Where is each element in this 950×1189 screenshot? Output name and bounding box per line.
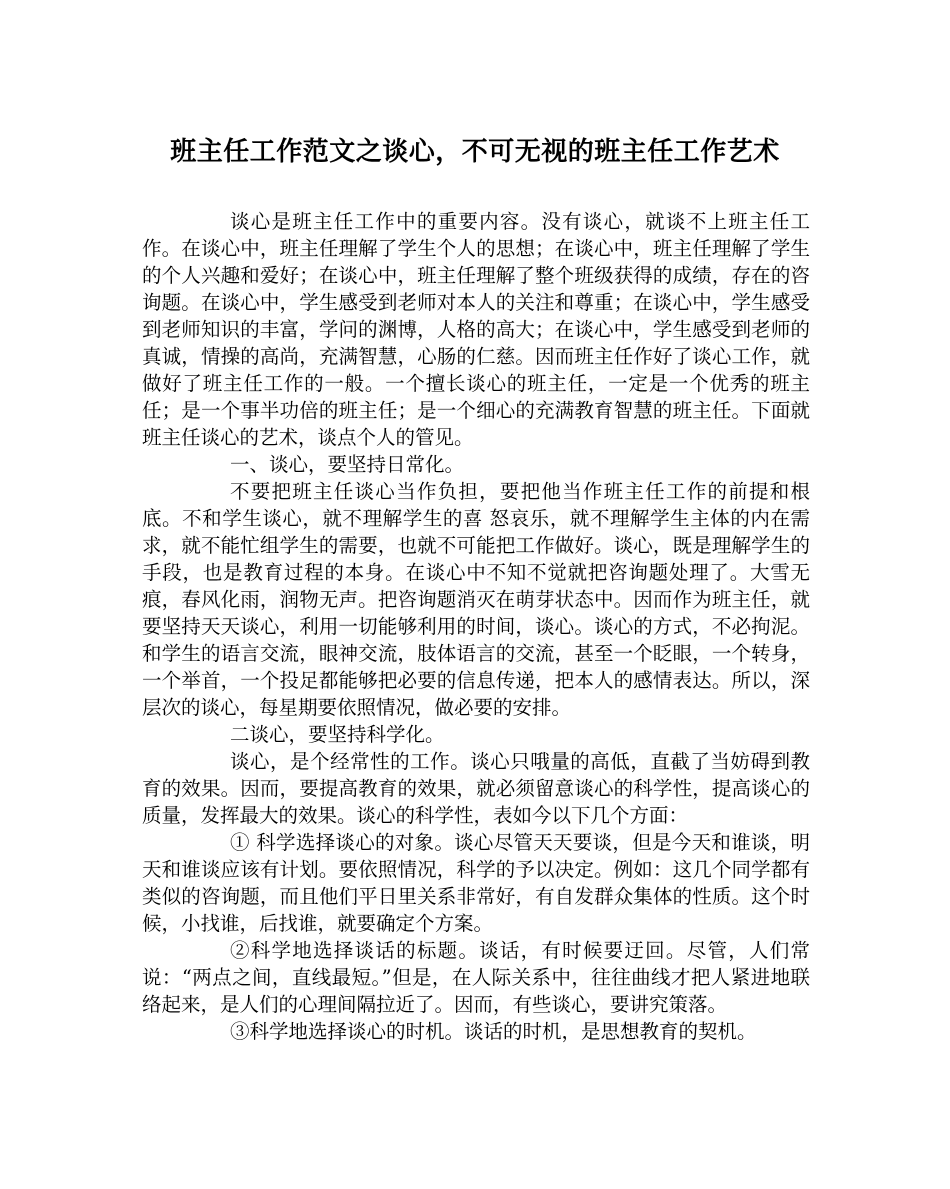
paragraph-daily: 不要把班主任谈心当作负担，要把他当作班主任工作的前提和根底。不和学生谈心，就不理解学生的喜 怒哀乐，就不理解学生主体的内在需求，就不能忙组学生的需要，也就不可能把工作做好。谈心，既是理解学生的手段，也是教育过程的本身。在谈心中不知不觉就把咨询题处理了。大雪无痕，春风化雨，润物无声。把咨询题消灭在萌芽状态中。因而作为班主任，就要坚持天天谈心，利用一切能够利用的时间，谈心。谈心的方式，不必拘泥。和学生的语言交流，眼神交流，肢体语言的交流，甚至一个眨眼，一个转身，一个举首，一个投足都能够把必要的信息传递，把本人的感情表达。所以，深层次的谈心，每星期要依照情况，做必要的安排。	[142, 480, 810, 719]
section-heading-2: 二谈心，要坚持科学化。	[230, 723, 445, 746]
paragraph-intro: 谈心是班主任工作中的重要内容。没有谈心，就谈不上班主任工作。在谈心中，班主任理解了学生个人的思想；在谈心中，班主任理解了学生的个人兴趣和爱好；在谈心中，班主任理解了整个班级获得的成绩，存在的咨询题。在谈心中，学生感受到老师对本人的关注和尊重；在谈心中，学生感受到老师知识的丰富，学问的渊博，人格的高大；在谈心中，学生感受到老师的真诚，情操的高尚，充满智慧，心肠的仁慈。因而班主任作好了谈心工作，就做好了班主任工作的一般。一个擅长谈心的班主任，一定是一个优秀的班主任；是一个事半功倍的班主任；是一个细心的充满教育智慧的班主任。下面就班主任谈心的艺术，谈点个人的管见。	[142, 210, 810, 449]
document-title: 班主任工作范文之谈心，不可无视的班主任工作艺术	[170, 137, 780, 167]
section-heading-1: 一、谈心，要坚持日常化。	[230, 453, 465, 476]
document-body	[142, 208, 810, 1045]
list-item-3: ③科学地选择谈心的时机。谈话的时机，是思想教育的契机。	[230, 1020, 757, 1043]
list-item-2: ②科学地选择谈话的标题。谈话，有时候要迂回。尽管，人们常说：“两点之间，直线最短。”但是，在人际关系中，往往曲线才把人紧进地联络起来，是人们的心理间隔拉近了。因而，有些谈心，要讲究策落。	[142, 939, 810, 1016]
paragraph-scientific: 谈心，是个经常性的工作。谈心只哦量的高低，直截了当妨碍到教育的效果。因而，要提高教育的效果，就必须留意谈心的科学性，提高谈心的质量，发挥最大的效果。谈心的科学性，表如今以下几个方面：	[142, 750, 810, 827]
list-item-1: ① 科学选择谈心的对象。谈心尽管天天要谈，但是今天和谁谈，明天和谁谈应该有计划。要依照情况，科学的予以决定。例如：这几个同学都有类似的咨询题，而且他们平日里关系非常好，有自发群众集体的性质。这个时候，小找谁，后找谁，就要确定个方案。	[142, 831, 810, 935]
